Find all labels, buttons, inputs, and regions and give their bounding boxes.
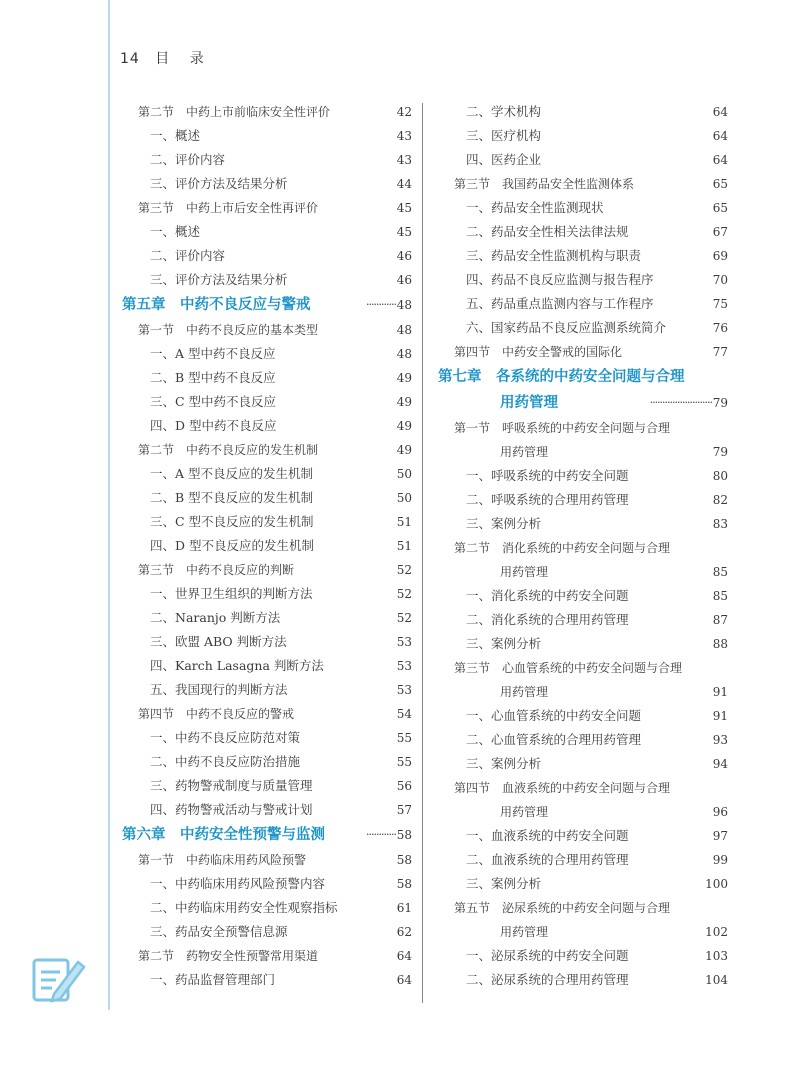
toc-page-number: 69 [712,249,728,263]
leader-dots: ························· [649,396,712,409]
toc-entry-title: 一、呼吸系统的中药安全问题 [466,468,629,483]
toc-item-entry [438,100,728,124]
leader-dots: ············ [366,298,396,311]
toc-entry-title: 第七章 各系统的中药安全问题与合理 [438,369,685,385]
toc-entry-title: 第四节 中药安全警戒的国际化 [454,345,623,359]
toc-page-number: 50 [396,467,412,481]
toc-entry-title: 二、心血管系统的合理用药管理 [466,732,642,747]
toc-left-column [122,100,412,992]
toc-item-entry [122,726,412,750]
toc-entry-title: 用药管理 [500,395,558,411]
toc-item-entry [438,268,728,292]
toc-page-number: 44 [396,177,412,191]
toc-page-number: 43 [396,153,412,167]
toc-page-number: 57 [396,803,412,817]
toc-page-number: 64 [712,105,728,119]
toc-page-number: 55 [396,755,412,769]
toc-page-number: 48 [396,347,412,361]
toc-item-entry [122,342,412,366]
toc-section-entry [438,680,728,704]
toc-item-entry [438,488,728,512]
toc-entry-title: 一、消化系统的中药安全问题 [466,588,629,603]
toc-item-entry [122,414,412,438]
toc-entry-title: 一、概述 [150,128,201,143]
notebook-pencil-icon [30,950,86,1006]
toc-entry-title: 二、评价内容 [150,248,226,263]
toc-item-entry [122,510,412,534]
toc-page-number: 53 [396,635,412,649]
toc-entry-title: 二、评价内容 [150,152,226,167]
toc-entry-title: 五、我国现行的判断方法 [150,682,288,697]
toc-entry-title: 用药管理 [500,445,549,459]
toc-page-number: 65 [712,201,728,215]
toc-page-number: 49 [396,371,412,385]
toc-entry-title: 三、欧盟 ABO 判断方法 [150,634,287,649]
toc-entry-title: 三、医疗机构 [466,128,542,143]
toc-entry-title: 一、A 型中药不良反应 [150,346,276,361]
toc-page-number: 103 [705,949,728,963]
toc-entry-title: 第一节 呼吸系统的中药安全问题与合理 [454,421,671,435]
toc-section-entry [438,776,728,800]
toc-page-number: 65 [712,177,728,191]
toc-entry-title: 一、泌尿系统的中药安全问题 [466,948,629,963]
toc-entry-title: 第一节 中药不良反应的基本类型 [138,323,319,337]
toc-page-number: 48 [396,323,412,337]
toc-entry-title: 三、案例分析 [466,756,542,771]
toc-item-entry [438,872,728,896]
toc-entry-title: 第二节 中药上市前临床安全性评价 [138,105,331,119]
toc-page-number: 91 [712,685,728,699]
toc-entry-title: 四、药物警戒活动与警戒计划 [150,802,313,817]
toc-page-number: 102 [705,925,728,939]
toc-page-number: 48 [396,298,412,312]
toc-item-entry [438,316,728,340]
toc-page-number: 49 [396,419,412,433]
toc-page-number: 45 [396,225,412,239]
toc-entry-title: 二、中药临床用药安全性观察指标 [150,900,338,915]
toc-item-entry [438,512,728,536]
toc-section-entry [122,702,412,726]
toc-page-number: 52 [396,587,412,601]
margin-rule [108,0,110,1010]
toc-item-entry [122,968,412,992]
toc-item-entry [122,244,412,268]
toc-section-entry [438,896,728,920]
toc-page-number: 104 [705,973,728,987]
toc-page-number: 52 [396,563,412,577]
toc-entry-title: 第二节 中药不良反应的发生机制 [138,443,319,457]
toc-page-number: 67 [712,225,728,239]
toc-entry-title: 三、评价方法及结果分析 [150,272,288,287]
toc-page-number: 50 [396,491,412,505]
toc-page-number: 61 [396,901,412,915]
toc-entry-title: 第二节 药物安全性预警常用渠道 [138,949,319,963]
toc-page-number: 93 [712,733,728,747]
toc-page-number: 43 [396,129,412,143]
toc-entry-title: 一、药品监督管理部门 [150,972,276,987]
toc-page-number: 56 [396,779,412,793]
toc-item-entry [122,462,412,486]
page-number: 14 [120,51,140,67]
toc-item-entry [122,678,412,702]
toc-entry-title: 四、Karch Lasagna 判断方法 [150,658,324,673]
toc-entry-title: 第三节 心血管系统的中药安全问题与合理 [454,661,683,675]
toc-entry-title: 一、药品安全性监测现状 [466,200,604,215]
toc-item-entry [438,728,728,752]
toc-entry-title: 一、血液系统的中药安全问题 [466,828,629,843]
toc-entry-title: 第一节 中药临床用药风险预警 [138,853,307,867]
toc-entry-title: 用药管理 [500,685,549,699]
toc-chapter-entry [122,822,412,848]
toc-page-number: 64 [396,973,412,987]
toc-page-number: 75 [712,297,728,311]
toc-item-entry [438,968,728,992]
toc-section-entry [122,438,412,462]
toc-entry-title: 二、中药不良反应防治措施 [150,754,301,769]
toc-entry-title: 三、药品安全预警信息源 [150,924,288,939]
running-header [120,48,212,68]
toc-page-number: 82 [712,493,728,507]
toc-section-entry [438,920,728,944]
toc-entry-title: 第六章 中药安全性预警与监测 [122,827,325,843]
toc-entry-title: 二、Naranjo 判断方法 [150,610,281,625]
toc-page-number: 62 [396,925,412,939]
toc-section-entry [438,536,728,560]
toc-entry-title: 二、消化系统的合理用药管理 [466,612,629,627]
toc-entry-title: 第五章 中药不良反应与警戒 [122,297,311,313]
toc-item-entry [122,534,412,558]
toc-entry-title: 六、国家药品不良反应监测系统简介 [466,320,667,335]
toc-entry-title: 四、D 型不良反应的发生机制 [150,538,314,553]
toc-entry-title: 用药管理 [500,805,549,819]
toc-page-number: 53 [396,683,412,697]
toc-page-number: 85 [712,565,728,579]
toc-chapter-entry [438,390,728,416]
toc-page-number: 97 [712,829,728,843]
toc-entry-title: 二、泌尿系统的合理用药管理 [466,972,629,987]
toc-item-entry [438,124,728,148]
toc-item-entry [122,774,412,798]
toc-chapter-entry [438,364,728,390]
toc-entry-title: 三、案例分析 [466,636,542,651]
toc-page-number: 79 [712,396,728,410]
toc-entry-title: 一、概述 [150,224,201,239]
toc-item-entry [122,896,412,920]
toc-page-number: 80 [712,469,728,483]
toc-page-number: 91 [712,709,728,723]
toc-entry-title: 二、学术机构 [466,104,542,119]
toc-section-entry [438,440,728,464]
toc-page-number: 53 [396,659,412,673]
toc-page-number: 54 [396,707,412,721]
toc-item-entry [122,268,412,292]
toc-item-entry [122,220,412,244]
toc-entry-title: 一、心血管系统的中药安全问题 [466,708,642,723]
toc-entry-title: 第三节 中药上市后安全性再评价 [138,201,319,215]
toc-page-number: 64 [396,949,412,963]
toc-section-entry [122,196,412,220]
toc-item-entry [122,606,412,630]
toc-entry-title: 二、B 型中药不良反应 [150,370,276,385]
toc-item-entry [122,582,412,606]
toc-item-entry [122,798,412,822]
toc-entry-title: 用药管理 [500,925,549,939]
toc-page-number: 94 [712,757,728,771]
toc-entry-title: 二、呼吸系统的合理用药管理 [466,492,629,507]
toc-entry-title: 一、中药不良反应防范对策 [150,730,301,745]
toc-section-entry [122,944,412,968]
toc-entry-title: 三、C 型中药不良反应 [150,394,277,409]
toc-section-entry [438,656,728,680]
toc-page-number: 42 [396,105,412,119]
toc-page-number: 52 [396,611,412,625]
toc-page-number: 46 [396,273,412,287]
toc-section-entry [122,558,412,582]
toc-item-entry [438,292,728,316]
toc-page-number: 46 [396,249,412,263]
toc-page-number: 83 [712,517,728,531]
toc-section-entry [438,560,728,584]
toc-section-entry [438,416,728,440]
toc-right-column [438,100,728,992]
toc-entry-title: 第五节 泌尿系统的中药安全问题与合理 [454,901,671,915]
toc-page-number: 45 [396,201,412,215]
toc-entry-title: 第四节 中药不良反应的警戒 [138,707,295,721]
toc-page-number: 58 [396,877,412,891]
column-divider [422,103,423,1003]
toc-item-entry [438,632,728,656]
toc-page-number: 79 [712,445,728,459]
toc-page-number: 96 [712,805,728,819]
toc-item-entry [438,464,728,488]
toc-item-entry [122,486,412,510]
toc-page-number: 64 [712,129,728,143]
toc-page-number: 49 [396,395,412,409]
toc-page-number: 49 [396,443,412,457]
toc-entry-title: 四、医药企业 [466,152,542,167]
toc-section-entry [122,848,412,872]
toc-page-number: 99 [712,853,728,867]
toc-entry-title: 第三节 我国药品安全性监测体系 [454,177,635,191]
toc-item-entry [438,704,728,728]
toc-entry-title: 四、药品不良反应监测与报告程序 [466,272,654,287]
toc-entry-title: 五、药品重点监测内容与工作程序 [466,296,654,311]
toc-item-entry [122,172,412,196]
toc-entry-title: 三、药物警戒制度与质量管理 [150,778,313,793]
toc-page-number: 76 [712,321,728,335]
toc-page-number: 64 [712,153,728,167]
leader-dots: ············ [366,828,396,841]
toc-page-number: 85 [712,589,728,603]
toc-item-entry [122,872,412,896]
toc-entry-title: 一、世界卫生组织的判断方法 [150,586,313,601]
toc-item-entry [438,196,728,220]
toc-item-entry [438,752,728,776]
toc-page-number: 51 [396,515,412,529]
toc-entry-title: 二、药品安全性相关法律法规 [466,224,629,239]
toc-entry-title: 三、案例分析 [466,876,542,891]
toc-item-entry [122,920,412,944]
toc-page-number: 87 [712,613,728,627]
toc-entry-title: 三、药品安全性监测机构与职责 [466,248,642,263]
toc-item-entry [438,608,728,632]
toc-item-entry [438,584,728,608]
toc-entry-title: 二、血液系统的合理用药管理 [466,852,629,867]
toc-page-number: 70 [712,273,728,287]
toc-entry-title: 用药管理 [500,565,549,579]
toc-page-number: 51 [396,539,412,553]
toc-item-entry [122,148,412,172]
toc-page-number: 55 [396,731,412,745]
toc-section-entry [122,318,412,342]
toc-item-entry [122,630,412,654]
toc-page-number: 58 [396,828,412,842]
toc-item-entry [122,750,412,774]
toc-entry-title: 三、C 型不良反应的发生机制 [150,514,314,529]
toc-entry-title: 二、B 型不良反应的发生机制 [150,490,314,505]
toc-page-number: 88 [712,637,728,651]
toc-entry-title: 一、A 型不良反应的发生机制 [150,466,314,481]
toc-item-entry [122,124,412,148]
toc-item-entry [438,824,728,848]
toc-section-entry [122,100,412,124]
toc-page-number: 58 [396,853,412,867]
toc-page-number: 77 [712,345,728,359]
toc-entry-title: 四、D 型中药不良反应 [150,418,277,433]
toc-entry-title: 第三节 中药不良反应的判断 [138,563,295,577]
toc-item-entry [438,244,728,268]
toc-entry-title: 三、评价方法及结果分析 [150,176,288,191]
toc-page-number: 100 [705,877,728,891]
toc-item-entry [438,148,728,172]
toc-entry-title: 第二节 消化系统的中药安全问题与合理 [454,541,671,555]
toc-section-entry [438,172,728,196]
toc-item-entry [122,390,412,414]
page-title: 目 录 [155,51,212,67]
toc-item-entry [438,944,728,968]
toc-entry-title: 三、案例分析 [466,516,542,531]
toc-item-entry [122,654,412,678]
toc-entry-title: 第四节 血液系统的中药安全问题与合理 [454,781,671,795]
toc-section-entry [438,340,728,364]
toc-chapter-entry [122,292,412,318]
toc-entry-title: 一、中药临床用药风险预警内容 [150,876,326,891]
toc-item-entry [438,220,728,244]
toc-item-entry [122,366,412,390]
toc-item-entry [438,848,728,872]
toc-section-entry [438,800,728,824]
